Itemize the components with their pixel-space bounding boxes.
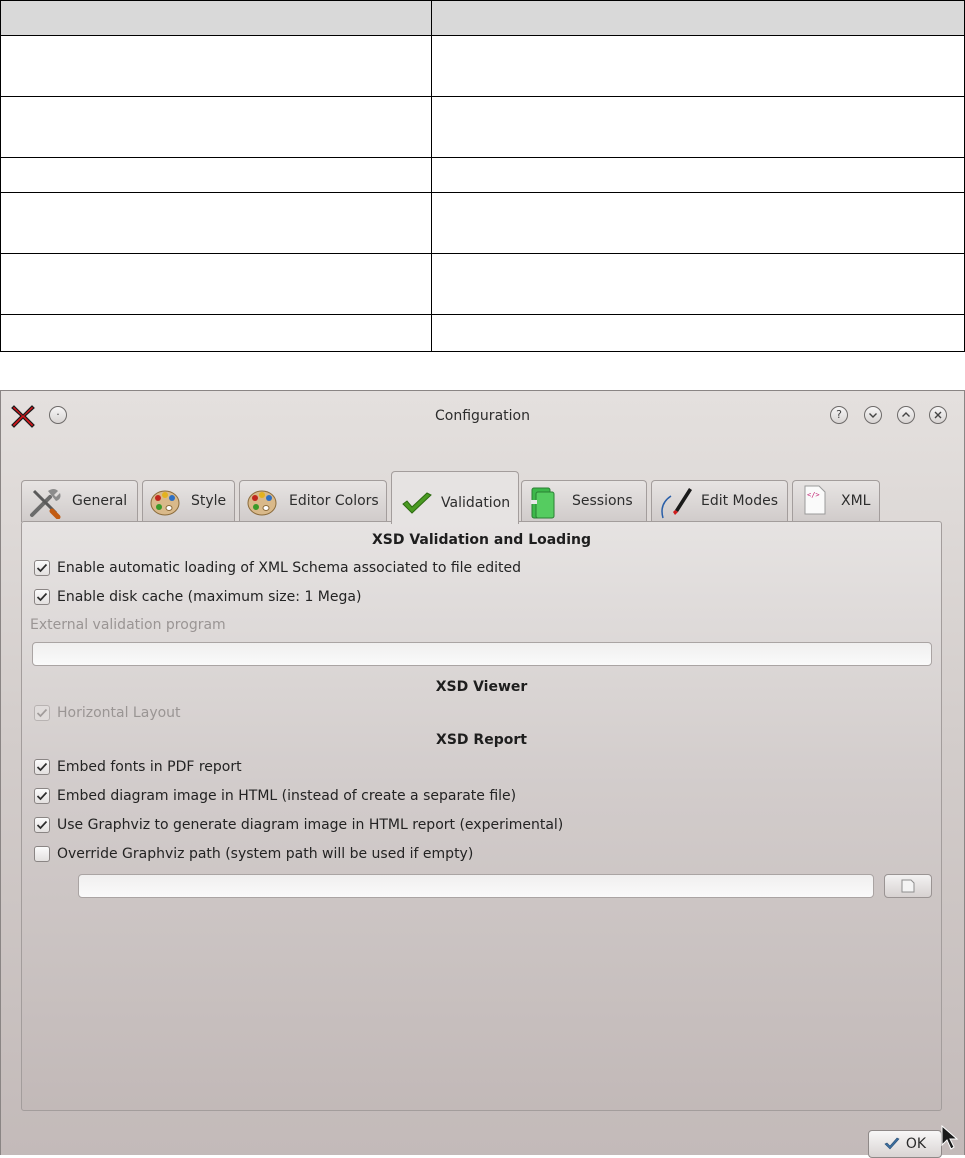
- use-graphviz-label: Use Graphviz to generate diagram image in HTML report (experimental): [57, 817, 564, 833]
- check-icon: [36, 591, 48, 603]
- tab-label: Validation: [441, 495, 511, 511]
- table-cell: [432, 36, 965, 97]
- browse-button[interactable]: [884, 874, 932, 898]
- tab-edit-modes[interactable]: [651, 480, 788, 522]
- table-row: [1, 97, 965, 158]
- embed-fonts-option[interactable]: [34, 757, 242, 777]
- table-cell: [1, 97, 432, 158]
- ok-check-icon: [884, 1137, 900, 1151]
- checkmark-icon: [401, 492, 433, 516]
- section-heading-validation-loading: XSD Validation and Loading: [371, 532, 591, 548]
- override-graphviz-label: Override Graphviz path (system path will be used if empty): [57, 846, 474, 862]
- tab-general[interactable]: [21, 480, 138, 522]
- horizontal-layout-option[interactable]: [34, 703, 181, 723]
- check-icon: [36, 761, 48, 773]
- table-row: [1, 254, 965, 315]
- graphviz-path-input[interactable]: [78, 874, 874, 898]
- embed-fonts-label: Embed fonts in PDF report: [57, 759, 242, 775]
- tab-validation[interactable]: [391, 471, 519, 524]
- table-cell: [1, 193, 432, 254]
- table-row: [1, 36, 965, 97]
- palette-icon: [149, 486, 181, 518]
- use-graphviz-option[interactable]: [34, 815, 563, 835]
- tab-label: XML: [841, 493, 871, 509]
- minimize-icon[interactable]: [864, 406, 882, 424]
- tab-label: Sessions: [572, 493, 633, 509]
- tab-editor-colors[interactable]: [239, 480, 387, 522]
- disk-cache-option[interactable]: [34, 587, 361, 607]
- table-header-row: [1, 1, 965, 36]
- pen-icon: [657, 484, 693, 520]
- check-icon: [36, 819, 48, 831]
- table-cell: [1, 254, 432, 315]
- validation-panel: [21, 521, 942, 1111]
- close-icon[interactable]: [929, 406, 947, 424]
- document-table: [0, 0, 965, 352]
- svg-text:</>: </>: [807, 491, 820, 499]
- palette-icon: [246, 486, 278, 518]
- table-cell: [432, 254, 965, 315]
- maximize-icon[interactable]: [897, 406, 915, 424]
- external-program-label: External validation program: [30, 617, 226, 633]
- check-icon: [36, 790, 48, 802]
- tools-icon: [28, 485, 62, 519]
- auto-loading-label: Enable automatic loading of XML Schema associated to file edited: [57, 560, 522, 576]
- table-cell: [432, 158, 965, 193]
- check-icon: [36, 707, 48, 719]
- disk-cache-checkbox[interactable]: [34, 589, 50, 605]
- horizontal-layout-label: Horizontal Layout: [57, 705, 181, 721]
- tab-style[interactable]: [142, 480, 235, 522]
- use-graphviz-checkbox[interactable]: [34, 817, 50, 833]
- embed-diagram-checkbox[interactable]: [34, 788, 50, 804]
- menu-dot-icon[interactable]: ·: [49, 406, 67, 424]
- auto-loading-checkbox[interactable]: [34, 560, 50, 576]
- mouse-cursor-icon: [941, 1125, 959, 1151]
- xml-file-icon: [803, 485, 827, 515]
- table-cell: [432, 315, 965, 352]
- ok-button[interactable]: [868, 1130, 942, 1158]
- tab-label: Editor Colors: [289, 493, 379, 509]
- file-icon: [885, 875, 931, 897]
- ok-label: OK: [905, 1136, 927, 1152]
- table-cell: [432, 1, 965, 36]
- embed-fonts-checkbox[interactable]: [34, 759, 50, 775]
- configuration-window: [0, 390, 965, 1155]
- horizontal-layout-checkbox[interactable]: [34, 705, 50, 721]
- table-cell: [1, 1, 432, 36]
- table-row: [1, 158, 965, 193]
- disk-cache-label: Enable disk cache (maximum size: 1 Mega): [57, 589, 362, 605]
- auto-loading-option[interactable]: [34, 558, 521, 578]
- table-cell: [432, 193, 965, 254]
- table-row: [1, 193, 965, 254]
- table-cell: [1, 315, 432, 352]
- tab-label: Edit Modes: [701, 493, 778, 509]
- title-bar[interactable]: [1, 391, 964, 439]
- check-icon: [36, 562, 48, 574]
- sessions-icon: [528, 486, 558, 520]
- section-heading-xsd-report: XSD Report: [436, 732, 527, 748]
- section-heading-xsd-viewer: XSD Viewer: [435, 679, 528, 695]
- help-icon[interactable]: ?: [830, 406, 848, 424]
- tab-label: Style: [191, 493, 227, 509]
- embed-diagram-label: Embed diagram image in HTML (instead of create a separate file): [57, 788, 517, 804]
- tab-xml[interactable]: [792, 480, 880, 522]
- override-graphviz-checkbox[interactable]: [34, 846, 50, 862]
- override-graphviz-option[interactable]: [34, 844, 473, 864]
- window-title: Configuration: [435, 408, 530, 424]
- table-row: [1, 315, 965, 352]
- tab-sessions[interactable]: [521, 480, 647, 522]
- table-cell: [1, 36, 432, 97]
- table-cell: [1, 158, 432, 193]
- external-program-input[interactable]: [32, 642, 932, 666]
- tab-label: General: [72, 493, 128, 509]
- embed-diagram-option[interactable]: [34, 786, 516, 806]
- table-cell: [432, 97, 965, 158]
